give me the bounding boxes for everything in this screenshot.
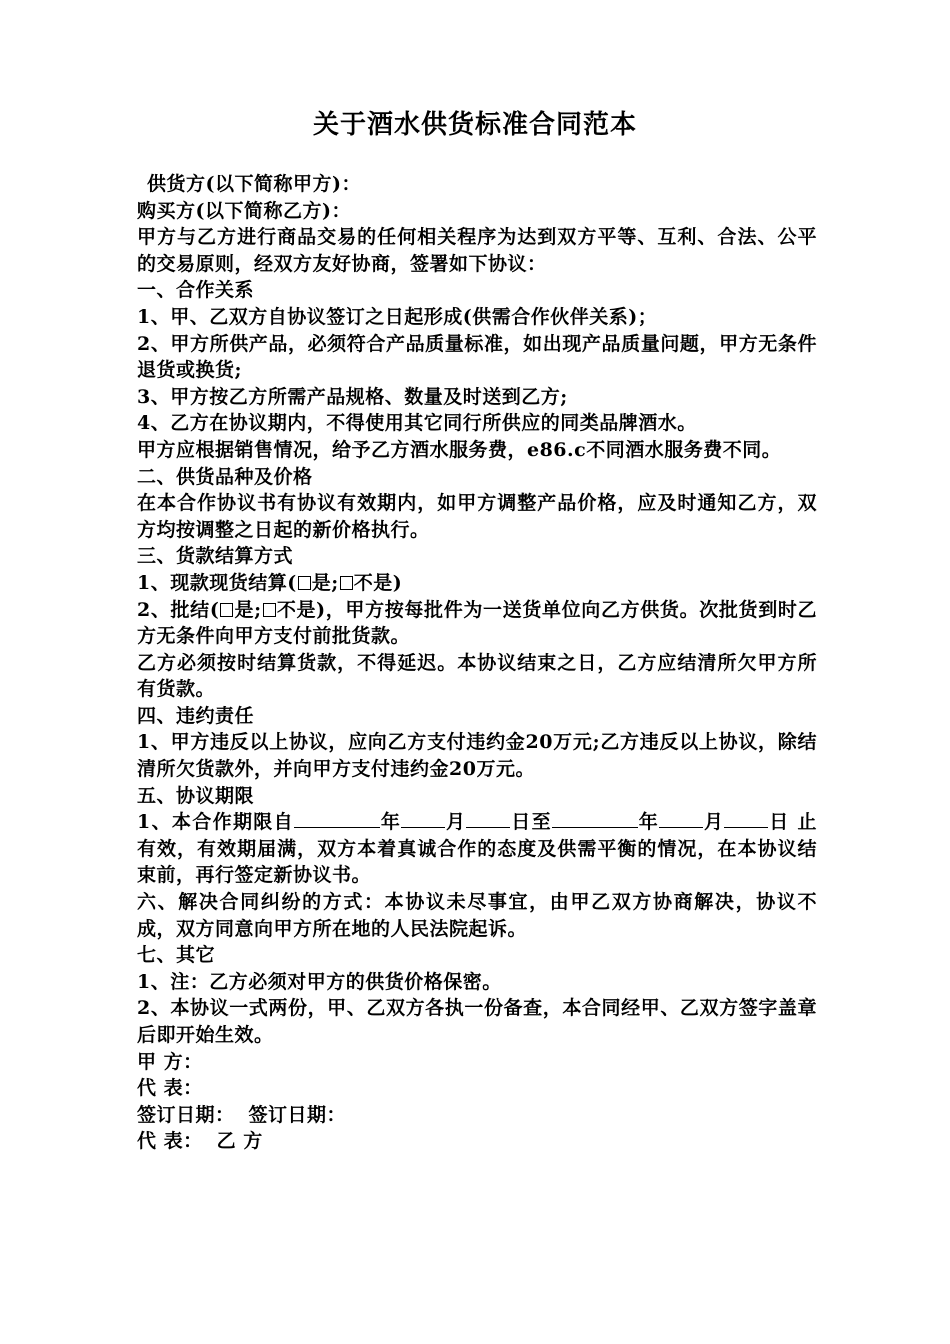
section-3-heading: 三、货款结算方式 <box>137 545 294 568</box>
section-1-item-4: 4、乙方在协议期内，不得使用其它同行所供应的同类品牌酒水。 <box>137 412 697 435</box>
signature-party-a: 甲 方： <box>137 1050 203 1073</box>
section-5-heading: 五、协议期限 <box>137 784 255 807</box>
signature-party-b: 乙 方 <box>216 1130 263 1153</box>
checkbox-icon[interactable] <box>298 576 311 590</box>
section-6-text: 六、解决合同纠纷的方式：本协议未尽事宜，由甲乙双方协商解决，协议不成，双方同意向甲方所在地的人民法院起诉。 <box>137 891 817 940</box>
end-day-blank[interactable] <box>724 809 768 828</box>
section-5-term <box>137 809 817 889</box>
cash-settlement-label: 1、现款现货结算( <box>137 571 297 594</box>
signature-rep-2: 代 表： <box>137 1130 203 1153</box>
start-year-blank[interactable] <box>294 809 380 828</box>
year-label: 年 <box>379 811 402 834</box>
section-1-heading: 一、合作关系 <box>137 279 255 302</box>
batch-settlement-label: 2、批结( <box>137 598 220 621</box>
document-title: 关于酒水供货标准合同范本 <box>312 110 637 140</box>
checkbox-icon[interactable] <box>220 603 233 617</box>
option-yes-label: 是; <box>234 598 262 621</box>
section-2-heading: 二、供货品种及价格 <box>137 465 313 488</box>
year-label: 年 <box>637 811 660 834</box>
section-1-item-1: 1、甲、乙双方自协议签订之日起形成(供需合作伙伴关系)； <box>137 305 658 328</box>
intro-paragraph: 甲方与乙方进行商品交易的任何相关程序为达到双方平等、互利、合法、公平的交易原则，经双方友好协商，签署如下协议： <box>137 226 817 275</box>
contract-body <box>137 171 817 1155</box>
start-day-blank[interactable] <box>466 809 510 828</box>
section-3-text: 乙方必须按时结算货款，不得延迟。本协议结束之日，乙方应结清所欠甲方所有货款。 <box>137 651 817 701</box>
end-month-blank[interactable] <box>659 809 703 828</box>
checkbox-icon[interactable] <box>340 576 353 590</box>
start-month-blank[interactable] <box>401 809 445 828</box>
section-7-item-1: 1、注：乙方必须对甲方的供货价格保密。 <box>137 970 502 993</box>
option-yes-label: 是; <box>311 571 339 594</box>
month-label: 月 <box>445 811 467 834</box>
signature-rep-1: 代 表： <box>137 1077 203 1100</box>
section-4-text: 1、甲方违反以上协议，应向乙方支付违约金20万元;乙方违反以上协议，除结清所欠货款外，并向甲方支付违约金20万元。 <box>137 731 817 781</box>
term-start-label: 1、本合作期限自 <box>137 811 294 834</box>
section-4-heading: 四、违约责任 <box>137 704 255 727</box>
term-rest-text: 日 止有效，有效期届满，双方本着真诚合作的态度及供需平衡的情况，在本协议结束前，再行签定新协议书。 <box>137 811 817 887</box>
section-2-text: 在本合作协议书有协议有效期内，如甲方调整产品价格，应及时通知乙方，双方均按调整之日起的新价格执行。 <box>137 492 817 541</box>
checkbox-icon[interactable] <box>263 603 276 617</box>
party-a-line: 供货方(以下简称甲方)： <box>147 173 361 195</box>
section-3-item-1 <box>137 570 817 597</box>
signature-dates <box>137 1102 817 1129</box>
sign-date-1: 签订日期： <box>137 1103 235 1126</box>
option-no-label: 不是)，甲方按每批件为一送货单位向乙方供货。次批货到时乙方无条件向甲方支付前批货款。 <box>137 598 817 648</box>
section-3-item-2 <box>137 597 817 650</box>
section-1-item-2: 2、甲方所供产品，必须符合产品质量标准，如出现产品质量问题，甲方无条件退货或换货; <box>137 332 817 382</box>
signature-rep-party-b <box>137 1128 817 1155</box>
section-7-item-2: 2、本协议一式两份，甲、乙双方各执一份备查，本合同经甲、乙双方签字盖章后即开始生效。 <box>137 997 817 1046</box>
section-1-item-3: 3、甲方按乙方所需产品规格、数量及时送到乙方; <box>137 385 568 408</box>
section-7-heading: 七、其它 <box>137 944 216 967</box>
party-b-line: 购买方(以下简称乙方)： <box>137 199 351 222</box>
section-1-service-fee: 甲方应根据销售情况，给予乙方酒水服务费，e86.c不同酒水服务费不同。 <box>137 438 782 461</box>
end-year-blank[interactable] <box>552 809 638 828</box>
day-to-label: 日至 <box>510 811 552 834</box>
sign-date-2: 签订日期： <box>248 1103 347 1126</box>
month-label: 月 <box>703 811 725 834</box>
option-no-label: 不是) <box>353 571 403 594</box>
